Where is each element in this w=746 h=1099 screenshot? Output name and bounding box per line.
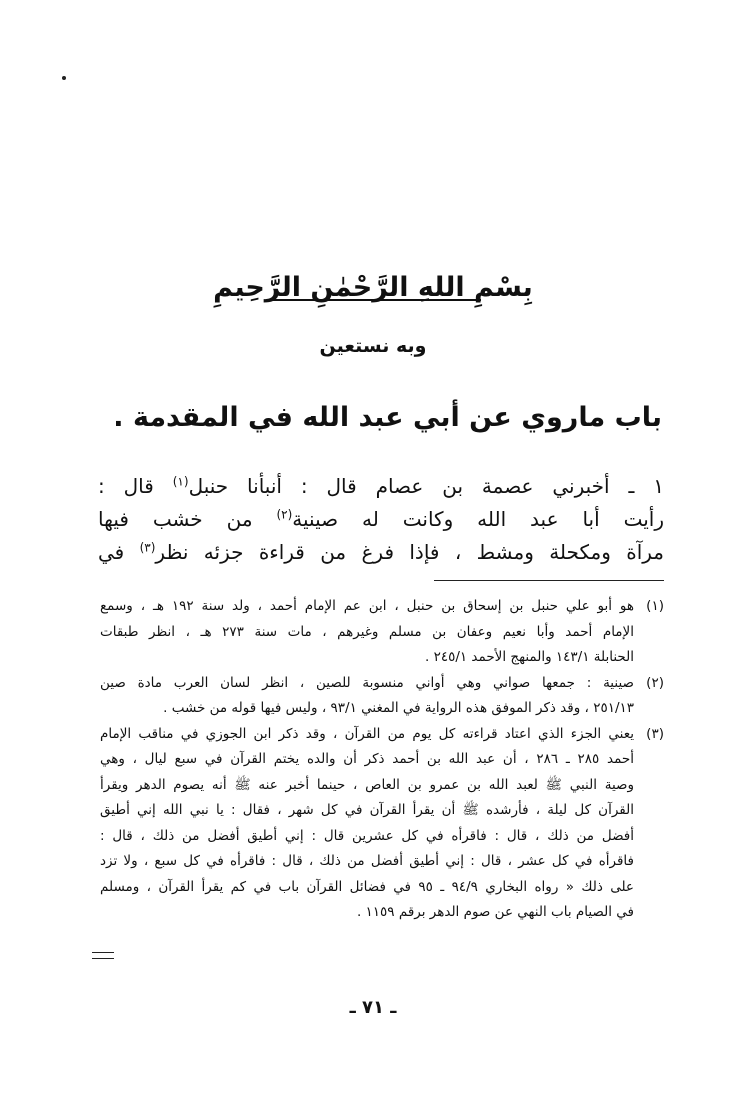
main-text bbox=[98, 470, 664, 569]
footnotes bbox=[100, 594, 664, 926]
footnote-number: (٢) bbox=[646, 674, 664, 691]
footnote-number: (٣) bbox=[646, 725, 664, 742]
basmala: بِسْمِ اللهِ الرَّحْمٰنِ الرَّحِيمِ bbox=[213, 272, 533, 303]
footnote-line: ٢٥١/١٣ ، وقد ذكر الموفق هذه الرواية في المغني ٩٣/١ ، وليس فيها قوله من خشب . bbox=[163, 700, 634, 716]
main-text-line: رأيت أبا عبد الله وكانت له صينية$^{(٢)}$ من خشب فيها bbox=[98, 507, 664, 531]
footnote-ref: (١) bbox=[172, 474, 189, 489]
footnote-line: الحنابلة ١٤٣/١ والمنهج الأحمد ٢٤٥/١ . bbox=[424, 649, 634, 665]
page-number: ـ ٧١ ـ bbox=[349, 997, 397, 1018]
footnote-line: الإمام أحمد وأبا نعيم وعفان بن مسلم وغيرهم ، مات سنة ٢٧٣ هـ ، انظر طبقات bbox=[100, 623, 634, 640]
footnote-line: القرآن كل ليلة ، فأرشده ﷺ أن يقرأ القرآن في كل شهر ، فقال : يا نبي الله إني أطيق bbox=[100, 802, 634, 818]
footnote-line: صينية : جمعها صواني وهي أواني منسوبة للصين ، انظر لسان العرب مادة صين bbox=[100, 674, 634, 691]
main-text-line: مرآة ومكحلة ومشط ، فإذا فرغ من قراءة جزئه نظر$^{(٣)}$ في bbox=[98, 540, 665, 564]
footnote-line: فاقرأه في كل عشر ، قال : إني أطيق أفضل من ذلك ، قال : فاقرأه في كل سبع ، ولا تزد bbox=[100, 853, 634, 869]
footnote bbox=[100, 671, 664, 722]
footnote-line: على ذلك « رواه البخاري ٩٤/٩ ـ ٩٥ في فضائل القرآن باب في كم يقرأ القرآن ، ومسلم bbox=[100, 878, 634, 895]
main-text-line: ١ ـ أخبرني عصمة بن عصام قال : أنبأنا حنبل$^{(١)}$ قال : bbox=[98, 474, 665, 498]
footnote-separator bbox=[434, 580, 664, 581]
continuation-mark bbox=[92, 952, 114, 959]
footnote-number: (١) bbox=[646, 598, 664, 614]
footnote-line: أحمد ٢٨٥ ـ ٢٨٦ ، أن عبد الله بن أحمد ذكر أن والده يختم القرآن في سبع ليال ، وهي bbox=[100, 751, 634, 767]
subtitle: وبه نستعين bbox=[319, 335, 427, 357]
ink-speck bbox=[62, 76, 66, 80]
chapter-title: باب ماروي عن أبي عبد الله في المقدمة . bbox=[113, 402, 662, 433]
footnote-line: في الصيام باب النهي عن صوم الدهر برقم ١١٥٩ . bbox=[356, 904, 634, 920]
basmala-block bbox=[0, 272, 746, 301]
footnote-line: وصية النبي ﷺ لعبد الله بن عمرو بن العاص ، حينما أخبر عنه ﷺ أنه يصوم الدهر ويقرأ bbox=[100, 776, 634, 793]
footnote-line: هو أبو علي حنبل بن إسحاق بن حنبل ، ابن عم الإمام أحمد ، ولد سنة ١٩٢ هـ ، وسمع bbox=[100, 598, 634, 614]
footnote bbox=[100, 594, 664, 671]
footnote-line: أفضل من ذلك ، قال : فاقرأه في كل عشرين قال : إني أطيق أفضل من ذلك ، قال : bbox=[100, 827, 634, 844]
footnote-ref: (٣) bbox=[139, 540, 156, 555]
footnote-line: يعني الجزء الذي اعتاد قراءته كل يوم من القرآن ، وقد ذكر ابن الجوزي في مناقب الإمام bbox=[100, 725, 634, 742]
footnote bbox=[100, 722, 664, 926]
footnote-ref: (٢) bbox=[276, 507, 293, 522]
